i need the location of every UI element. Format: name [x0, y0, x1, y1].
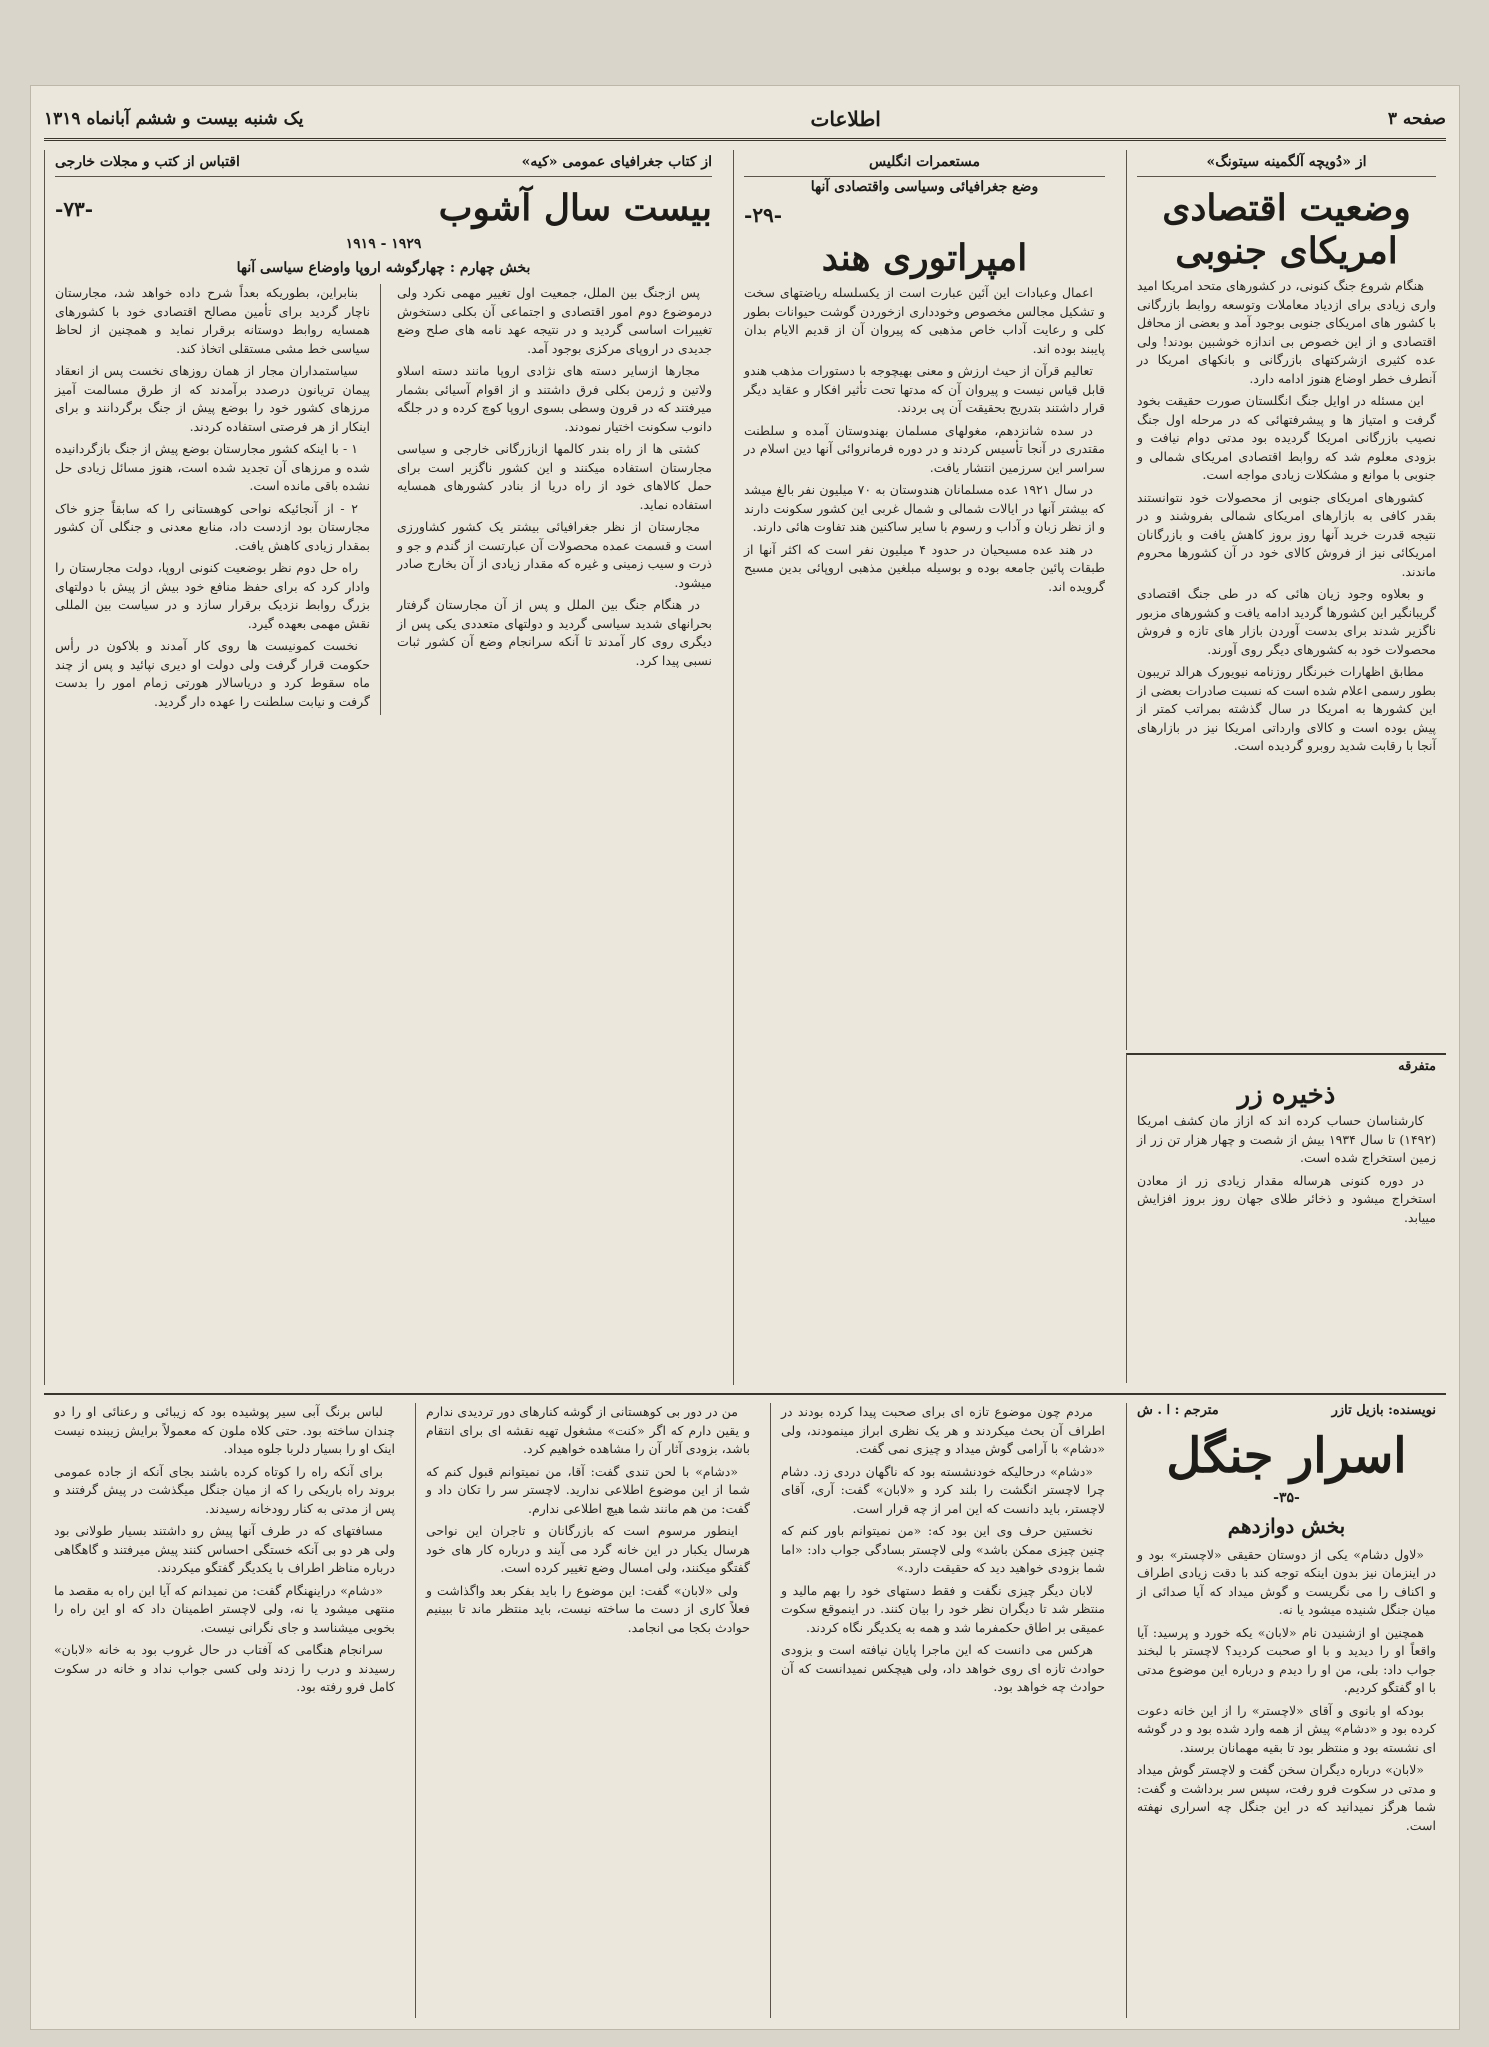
kicker-left: اقتباس از کتب و مجلات خارجی	[55, 154, 240, 170]
paragraph: لباس برنگ آبی سیر پوشیده بود که زیبائی و رعنائی او را دو چندان ساخته بود. حتی کلاه ملون که معمولاً برایش زیبنده نیست اینک او را بسیار دلربا جلوه میداد.	[54, 1404, 395, 1456]
article-kicker: مستعمرات انگلیس	[744, 150, 1105, 177]
paragraph: در سال ۱۹۲۱ عده مسلمانان هندوستان به ۷۰ میلیون نفر بالغ میشد که بیشتر آنها در ایالات شمالی و شمال غربی این کشور سکونت دارند و از نظر زبان و آداب و رسوم با سایر ساکنین هند تفاوت هائی دارند.	[744, 482, 1105, 535]
paragraph: نخست کمونیست ها روی کار آمدند و بلاکون در رأس حکومت قرار گرفت ولی دولت او دیری نپائید و پس از چند ماه سقوط کرد و دریاسالار هورتی زمام امور را بدست گرفت و نیابت سلطنت را عهده دار گردید.	[55, 638, 370, 709]
paragraph: ۱ - با اینکه کشور مجارستان بوضع پیش از جنگ بازگردانیده شده و مرزهای آن تجدید شده است، هنوز مسائل زیادی حل نشده باقی مانده است.	[55, 441, 370, 494]
paragraph: مطابق اظهارات خبرنگار روزنامه نیویورک هرالد تریبون بطور رسمی اعلام شده است که نسبت صادرات بعضی از این کشورها به امریکا در سال گذشته بمراتب کمتر از پیش بوده است و کالای وارداتی امریکا نیز در بازارهای آنجا با رقابت شدید روبرو گردیده است.	[1137, 664, 1436, 754]
paragraph: «دشام» دراینهنگام گفت: من نمیدانم که آیا این راه به مقصد ما منتهی میشود یا نه، ولی لاچستر اطمینان داد که او این راه را بخوبی میشناسد و جای نگرانی نیست.	[54, 1582, 395, 1635]
article-indian-empire	[733, 150, 1115, 1385]
article-body-continued	[55, 284, 381, 715]
paragraph: لابان دیگر چیزی نگفت و فقط دستهای خود را بهم مالید و منتظر شد تا دیگران نظر خود را بیان کنند. در اینموقع سکوت عمیقی بر اطاق حکمفرما شد و همه به یکدیگر نگاه کردند.	[781, 1582, 1105, 1635]
paragraph: در سده شانزدهم، مغولهای مسلمان بهندوستان آمده و سلطنت مقتدری در آنجا تأسیس کردند و در دوره فرمانروائی آنها دین اسلام در سراسر این سرزمین انتشار یافت.	[744, 422, 1105, 475]
paragraph: ۲ - از آنجائیکه نواحی کوهستانی را که سابقاً جزو خاک مجارستان بود ازدست داد، منابع معدنی و جنگلی آن کشور بمقدار زیادی کاهش یافت.	[55, 500, 370, 553]
paragraph: راه حل دوم نظر بوضعیت کنونی اروپا، دولت مجارستان را وادار کرد که برای حفظ منافع خود بیش از پیش با دولتهای بزرگ روابط نزدیک برقرار سازد و در سیاست بین المللی نقش مهمی بعهده گیرد.	[55, 560, 370, 631]
paragraph: هنگام شروع جنگ کنونی، در کشورهای متحد امریکا امید واری زیادی برای ازدیاد معاملات وتوسعه روابط بازرگانی با کشور های امریکای جنوبی بوجود آمد و بعضی از محافل اقتصادی و از این خصوص بی اندازه خوشبین بودند! ولی عده کثیری ازشرکتهای بازرگانی و بانکهای امریکا در آنطرف خطر اوضاع هنوز ادامه دارد.	[1137, 278, 1436, 386]
paragraph: پس ازجنگ بین الملل، جمعیت اول تغییر مهمی نکرد ولی درموضوع دوم امور اقتصادی و اجتماعی آن بکلی دستخوش تغییرات اساسی گردید و در نتیجه عهد نامه های صلح وضع جدیدی در اروپای مرکزی بوجود آمد.	[397, 285, 712, 356]
headline-row	[55, 177, 712, 234]
article-kicker	[55, 150, 712, 177]
paragraph: کشورهای امریکای جنوبی از محصولات خود نتوانستند بقدر کافی به بازارهای امریکای شمالی بفروشند و در نتیجه قدرت خرید آنها روز بروز کاهش یافت و بازرگانان امریکائی نیز از فروش کالای خود در آن کشورها محروم ماندند.	[1137, 489, 1436, 579]
paragraph: بنابراین، بطوریکه بعداً شرح داده خواهد شد، مجارستان ناچار گردید برای تأمین مصالح اقتصادی خود با کشورهای همسایه روابط دوستانه برقرار نماید و همچنین از لحاظ سیاسی خط مشی مستقلی اتخاذ کند.	[55, 285, 370, 356]
article-subhead: بخش چهارم : چهارگوشه اروپا واوضاع سیاسی آنها	[236, 260, 531, 277]
serial-column	[44, 1403, 405, 2018]
article-subkicker: وضع جغرافیائی وسیاسی واقتصادی آنها	[810, 179, 1039, 195]
paragraph: «لابان» درباره دیگران سخن گفت و لاچستر گوش میداد و مدتی در سکوت فرو رفت، سپس سر برداشت و گفت: شما هرگز نمیدانید که در این جنگل چه اسراری نهفته است.	[1137, 1762, 1436, 1833]
paragraph: سیاستمداران مجار از همان روزهای نخست پس از انعقاد پیمان تریانون درصدد برآمدند که از طرق مسالمت آمیز مرزهای کشور خود را بوضع پیش از جنگ برگردانند و برای اینکار از هر فرصتی استفاده کردند.	[55, 363, 370, 434]
paragraph: کشتی ها از راه بندر کالمها ازبازرگانی خارجی و سیاسی مجارستان استفاده میکنند و این کشور ناگزیر است برای حمل کالاهای خود از راه دریا از بنادر کشورهای همسایه استفاده نماید.	[397, 441, 712, 512]
paragraph: مردم چون موضوع تازه ای برای صحبت پیدا کرده بودند در اطراف آن بحث میکردند و هر یک نظری ابراز مینمودند، ولی «دشام» با آرامی گوش میداد و چیزی نمی گفت.	[781, 1404, 1105, 1456]
paragraph: «لاول دشام» یکی از دوستان حقیقی «لاچستر» بود و در اینزمان نیز بدون اینکه توجه کند با دقت زیادی اطراف و اکناف را می نگریست و گوش میداد که آیا صدائی از میان جنگل شنیده میشود یا نه.	[1137, 1546, 1436, 1618]
paragraph: برای آنکه راه را کوتاه کرده باشند بجای آنکه از جاده عمومی بروند راه باریکی را که از میان جنگل میگذشت در پیش گرفتند و پس از مدتی به کنار رودخانه رسیدند.	[54, 1463, 395, 1516]
serial-jungle-secrets	[1126, 1403, 1446, 2018]
page-number: صفحه ۳	[1387, 109, 1446, 129]
paragraph: من در دور بی کوهستانی از گوشه کنارهای دور تردیدی ندارم و یقین دارم که اگر «کنت» مشغول تهیه نقشه ای برای انتقام باشد، بزودی آثار آن را مشاهده خواهیم کرد.	[426, 1404, 750, 1456]
paragraph: این مسئله در اوایل جنگ انگلستان صورت حقیقت بخود گرفت و امتیاز ها و پیشرفتهائی که در مرحله اول جنگ نصیب بازرگانی امریکا گردیده بود مدتی دوام نیافت و بزودی معلوم شد که روابط اقتصادی امریکای شمالی و جنوبی با موانع و مشکلات زیادی مواجه است.	[1137, 393, 1436, 483]
serial-column	[770, 1403, 1115, 2018]
article-body	[397, 284, 712, 715]
article-headline: بیست سال آشوب	[438, 187, 712, 229]
paragraph: کارشناسان حساب کرده اند که ازاز مان کشف امریکا (۱۴۹۲) تا سال ۱۹۳۴ بیش از شصت و چهار هزار تن زر از زمین استخراج شده است.	[1137, 1113, 1436, 1165]
masthead	[44, 100, 1446, 141]
installment-number: -۲۹-	[744, 203, 783, 227]
serial-author: نویسنده: بازیل تازر	[1331, 1403, 1436, 1418]
section-label: متفرقه	[1398, 1059, 1436, 1074]
paragraph: بودکه او بانوی و آقای «لاچستر» را از این خانه دعوت کرده بود و «دشام» پیش از همه وارد شده بود و در گوشه ای نشسته بود و منتظر بود تا بقیه مهمانان برسند.	[1137, 1702, 1436, 1755]
serial-body	[426, 1403, 750, 1637]
paragraph: «دشام» درحالیکه خودنشسته بود که ناگهان دردی زد. دشام چرا لاچستر انگشت را بلند کرد و «لابان» گفت: آری، آقای لاچستر، باید دانست که این امر از چه قرار است.	[781, 1463, 1105, 1516]
paragraph: اعمال وعبادات این آئین عبارت است از یکسلسله ریاضتهای سخت و تشکیل مجالس مخصوص وخودداری ازخوردن گوشت حیوانات بطور کلی و رعایت آداب خاص مذهبی که پیروان آن از قدیم الایام بدان پایبند بوده اند.	[744, 285, 1105, 356]
article-kicker: از «دُویچه آلگمینه سیتونگ»	[1137, 150, 1436, 177]
section-divider	[44, 1393, 1446, 1395]
serial-subhead: بخش دوازدهم	[1227, 1513, 1346, 1538]
installment-number: -۷۳-	[55, 196, 94, 221]
installment-number: -۳۵-	[1273, 1489, 1300, 1506]
serial-translator: مترجم : ا . ش	[1137, 1403, 1219, 1418]
paragraph: سرانجام هنگامی که آفتاب در حال غروب بود به خانه «لابان» رسیدند و درب را زدند ولی کسی جواب نداد و خانه در سکوت کامل فرو رفته بود.	[54, 1642, 395, 1694]
article-body	[1137, 277, 1436, 756]
paragraph: مجارها ازسایر دسته های نژادی اروپا مانند دسته اسلاو ولاتین و ژرمن بکلی فرق داشتند و از اقوام آسیائی بشمار میرفتند که در قرون وسطی بسوی اروپا کوچ کرده و در جلگه دانوب سکونت اختیار نمودند.	[397, 363, 712, 434]
paragraph: و بعلاوه وجود زیان هائی که در طی جنگ اقتصادی گریبانگیر این کشورها گردید ادامه یافت و کشورهای مزبور ناگزیر شدند برای بدست آوردن بازار های تازه و فروش محصولات خود به کشورهای دیگر روی آورند.	[1137, 586, 1436, 657]
newspaper-page	[30, 85, 1460, 2030]
article-body	[744, 284, 1105, 596]
serial-headline: اسرار جنگل	[1166, 1428, 1407, 1484]
serial-body	[54, 1403, 395, 1697]
issue-date: یک شنبه بیست و ششم آبانماه ۱۳۱۹	[44, 109, 304, 129]
paragraph: «دشام» با لحن تندی گفت: آقا، من نمیتوانم قبول کنم که شما از این موضوع اطلاعی ندارید. لاچستر سر را تکان داد و گفت: من هم مانند شما هیچ اطلاعی ندارم.	[426, 1463, 750, 1516]
article-columns	[55, 284, 712, 715]
article-headline: وضعیت اقتصادی امریکای جنوبی	[1162, 187, 1411, 273]
newspaper-name: اطلاعات	[810, 107, 881, 131]
serial-byline	[1137, 1403, 1436, 1418]
paragraph: در هنگام جنگ بین الملل و پس از آن مجارستان گرفتار بحرانهای شدید سیاسی گردید و دولتهای متعددی یکی پس از دیگری روی کار آمدند تا آنکه سرانجام وضع آن کشور ثبات نسبی پیدا کرد.	[397, 597, 712, 668]
article-headline: امپراتوری هند	[821, 237, 1028, 279]
paragraph: در هند عده مسیحیان در حدود ۴ میلیون نفر است که اکثر آنها از طبقات پائین جامعه بوده و بوسیله مبلغین مذهبی اروپائی بدین مسیح گرویده اند.	[744, 541, 1105, 594]
paragraph: مسافتهای که در طرف آنها پیش رو داشتند بسیار طولانی بود ولی هر دو بی آنکه خستگی احساس کنند پیش میرفتند و گاهگاهی درباره مناظر اطراف با یکدیگر گفتگو میکردند.	[54, 1523, 395, 1575]
paragraph: مجارستان از نظر جغرافیائی بیشتر یک کشور کشاورزی است و قسمت عمده محصولات آن عبارتست از گندم و جو و ذرت و سیب زمینی و غیره که مقدار زیادی از آن بخارج صادر میشود.	[397, 519, 712, 590]
paragraph: ولی «لابان» گفت: این موضوع را باید بفکر بعد واگذاشت و فعلاً کاری از دست ما ساخته نیست، باید منتظر ماند تا ببینیم حوادث بکجا می انجامد.	[426, 1582, 750, 1635]
article-gold-reserve	[1126, 1053, 1446, 1383]
paragraph: اینطور مرسوم است که بازرگانان و تاجران این نواحی هرسال یکبار در این خانه گرد می آیند و درباره کار های خود گفتگو میکنند، ولی امسال وضع تغییر کرده است.	[426, 1523, 750, 1575]
article-headline: ذخیره زر	[1237, 1080, 1336, 1110]
paragraph: همچنین او ازشنیدن نام «لابان» یکه خورد و پرسید: آیا واقعاً او را دیدید و با او صحبت کردید؟ لاچستر با لبخند جواب داد: بلی، من او را دیدم و درباره این موضوع مدتی با او گفتگو کردیم.	[1137, 1624, 1436, 1696]
article-body	[1137, 1112, 1436, 1227]
paragraph: هرکس می دانست که این ماجرا پایان نیافته است و بزودی حوادث تازه ای روی خواهد داد، ولی هیچکس نمیدانست که آن حوادث چه خواهد بود.	[781, 1642, 1105, 1694]
serial-body	[1137, 1546, 1436, 1836]
kicker-right: از کتاب جغرافیای عمومی «کیه»	[521, 154, 712, 170]
paragraph: تعالیم قرآن از حیث ارزش و معنی بهیچوجه با دستورات مذهب هندو قابل قیاس نیست و پیروان آن که مدتها تحت تأثیر افکار و عقاید دیگر قرار داشتند بتدریج بحقیقت آن پی بردند.	[744, 363, 1105, 416]
article-south-america	[1126, 150, 1446, 1050]
paragraph: در دوره کنونی هرساله مقدار زیادی زر از معادن استخراج میشود و ذخائر طلای جهان روز بروز افزایش مییابد.	[1137, 1172, 1436, 1225]
serial-column	[415, 1403, 760, 2018]
article-twenty-years	[44, 150, 722, 1385]
article-years: ۱۹۲۹ - ۱۹۱۹	[345, 236, 422, 253]
paragraph: نخستین حرف وی این بود که: «من نمیتوانم باور کنم که چنین چیزی ممکن باشد» ولی لاچستر بسادگی جواب داد: «اما شما بزودی خواهید دید که حقیقت دارد.»	[781, 1523, 1105, 1575]
serial-body	[781, 1403, 1105, 1697]
